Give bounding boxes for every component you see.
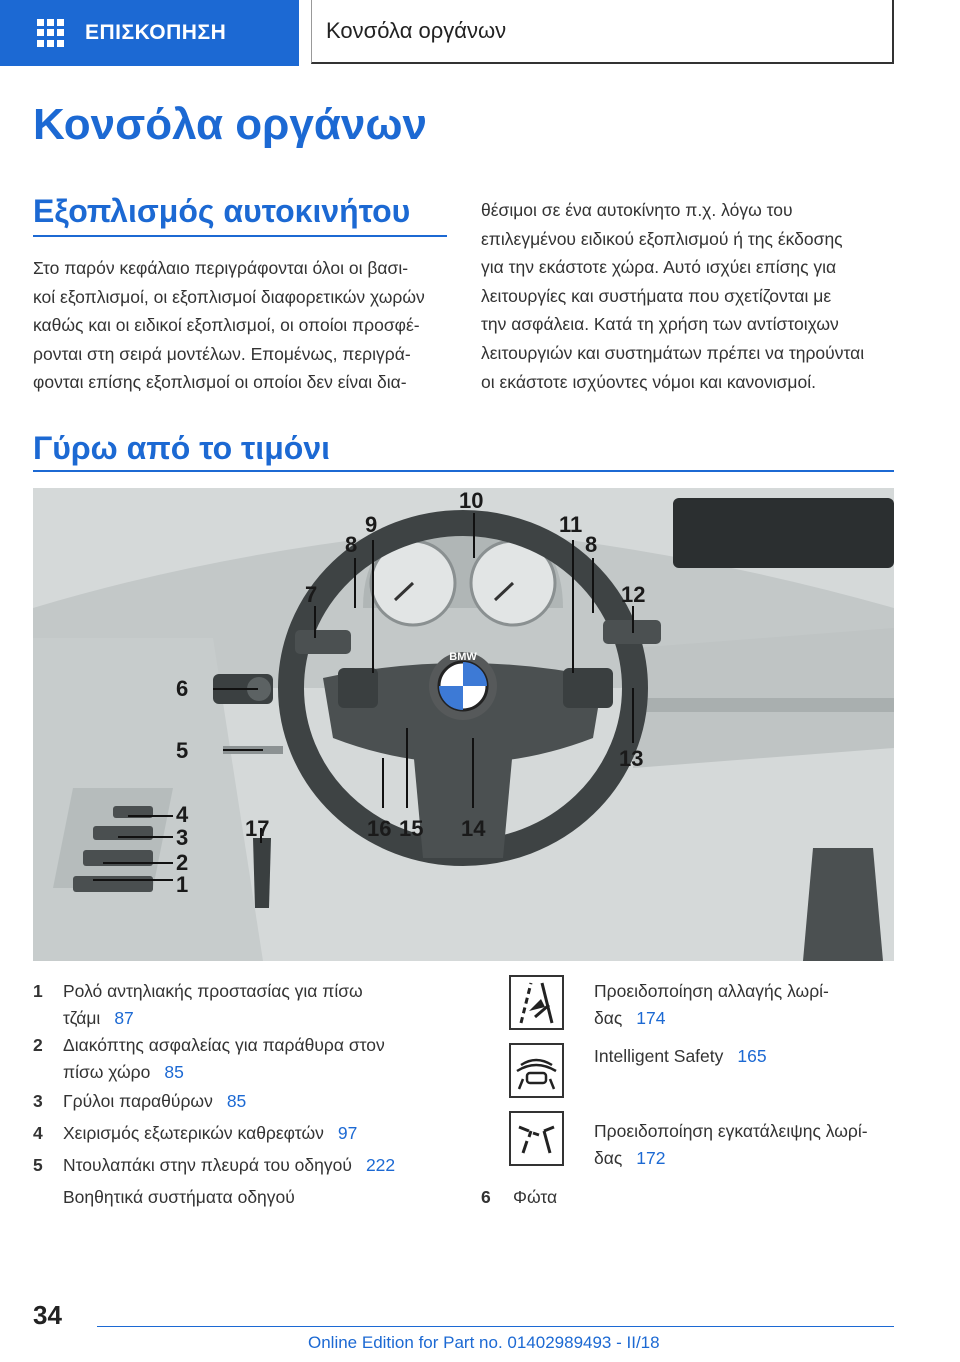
callout-3: 3 bbox=[176, 825, 189, 850]
callout-14: 14 bbox=[461, 816, 486, 841]
section-title-equipment: Εξοπλισμός αυτοκινήτου bbox=[33, 193, 411, 229]
page-link[interactable]: 174 bbox=[636, 1008, 666, 1028]
list-item: Προειδοποίηση αλλαγής λωρί‐ δας 174 bbox=[594, 981, 829, 1028]
callout-7: 7 bbox=[305, 582, 318, 607]
page-number: 34 bbox=[33, 1300, 62, 1330]
page-link[interactable]: 165 bbox=[737, 1046, 767, 1066]
bmw-logo-text: BMW bbox=[449, 651, 477, 663]
overview-label: ΕΠΙΣΚΟΠΗΣΗ bbox=[85, 21, 227, 44]
overview-tab[interactable] bbox=[0, 0, 299, 66]
grid-menu-icon bbox=[37, 19, 65, 47]
callout-17: 17 bbox=[245, 816, 270, 841]
intro-paragraph-right: θέσιμοι σε ένα αυτοκίνητο π.χ. λόγω του επιλεγμένου ειδικού εξοπλισμού ή της έκδοσης για την εκάστοτε χώρα. Αυτό ισχύει επίσης για λειτουργίες και συστήματα που σχετίζονται με την ασφάλεια. Κατά τη χρήση των αντίστοιχων λειτουργιών και συστημάτων πρέπει να τηρούνται οι εκάστοτε ισχύοντες νόμοι και κανονισμοί. bbox=[481, 200, 865, 392]
callout-12: 12 bbox=[621, 582, 646, 607]
callout-2: 2 bbox=[176, 850, 189, 875]
breadcrumb-label: Κονσόλα οργάνων bbox=[326, 18, 507, 43]
callout-1: 1 bbox=[176, 872, 189, 897]
callout-10: 10 bbox=[459, 488, 484, 513]
list-item: Προειδοποίηση εγκατάλειψης λωρί‐ δας 172 bbox=[594, 1121, 868, 1168]
page-link[interactable]: 85 bbox=[226, 1091, 247, 1111]
page-title: Κονσόλα οργάνων bbox=[33, 100, 428, 149]
callout-16: 16 bbox=[367, 816, 392, 841]
callout-11: 11 bbox=[559, 512, 583, 537]
page-link[interactable]: 85 bbox=[164, 1062, 184, 1082]
lane-change-warning-icon bbox=[509, 975, 564, 1030]
section-title-steering: Γύρω από το τιμόνι bbox=[33, 430, 330, 466]
intelligent-safety-icon bbox=[509, 1043, 564, 1098]
callout-15: 15 bbox=[399, 816, 424, 841]
callout-9: 9 bbox=[365, 512, 378, 537]
intro-paragraph-left: Στο παρόν κεφάλαιο περιγράφονται όλοι οι βασι‐ κοί εξοπλισμοί, οι εξοπλισμοί διαφορετικών χωρών καθώς και οι ειδικοί εξοπλισμοί, οι οποίοι προσφέ‐ ρονται στη σειρά μοντέλων. Επομένως, περιγρά‐ φονται επίσης εξοπλισμοί οι οποίοι δεν είναι δια‐ bbox=[33, 258, 425, 393]
callout-8-right: 8 bbox=[585, 532, 598, 557]
callout-8-left: 8 bbox=[345, 532, 358, 557]
page-link[interactable]: 172 bbox=[636, 1148, 666, 1168]
lane-departure-warning-icon bbox=[509, 1111, 564, 1166]
callout-13: 13 bbox=[619, 746, 644, 771]
section-rule bbox=[33, 470, 894, 472]
section-rule bbox=[33, 235, 447, 237]
footer-text: Online Edition for Part no. 01402989493 - II/18 bbox=[308, 1333, 660, 1352]
cockpit-drawing bbox=[33, 488, 894, 961]
callout-5: 5 bbox=[176, 738, 189, 763]
callout-6: 6 bbox=[176, 676, 189, 701]
page-link[interactable]: 97 bbox=[337, 1123, 358, 1143]
footer-rule bbox=[97, 1326, 894, 1327]
cockpit-illustration bbox=[33, 488, 894, 961]
breadcrumb[interactable] bbox=[311, 0, 894, 64]
callout-4: 4 bbox=[176, 802, 189, 827]
list-item: Intelligent Safety 165 bbox=[594, 1046, 767, 1066]
page-link[interactable]: 87 bbox=[114, 1008, 134, 1028]
page-link[interactable]: 222 bbox=[365, 1155, 396, 1175]
